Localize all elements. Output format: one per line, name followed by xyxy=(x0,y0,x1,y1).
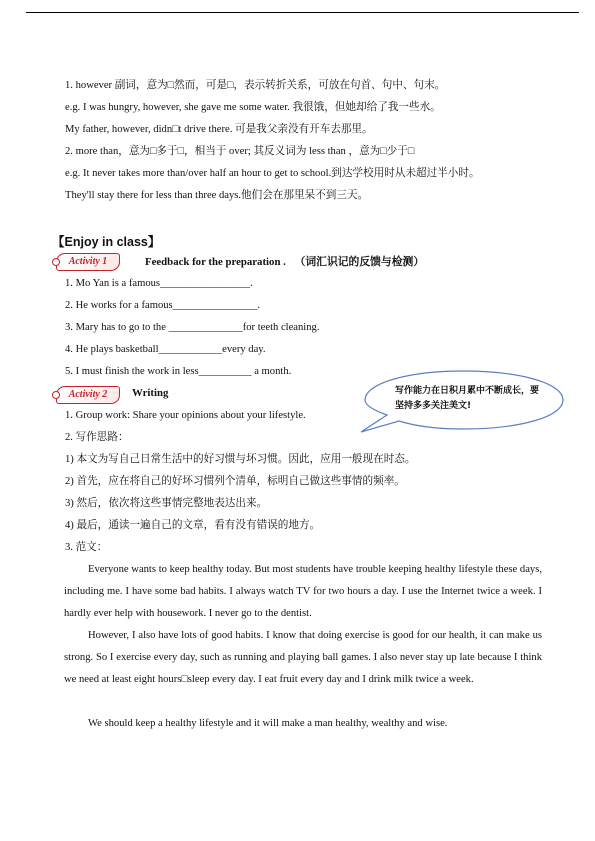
activity-1-badge: Activity 1 xyxy=(56,253,120,271)
tip-callout-text: 写作能力在日积月累中不断成长，要坚持多多关注美文! xyxy=(395,386,540,411)
model-essay-paragraph-1: Everyone wants to keep healthy today. But most students have trouble keeping healthy lifestyle these days, including me. I have some bad habits. I always watch TV for two hours a day. I use the Internet twice a week. I hardly ever help with housework. I never go to the dentist. xyxy=(64,564,542,619)
activity-2-title: Writing xyxy=(132,387,169,399)
grammar-line-2: e.g. I was hungry, however, she gave me some water. 我很饿，但她却给了我一些水。 xyxy=(65,102,441,113)
activity-1-item: 3. Mary has to go to the ______________for teeth cleaning. xyxy=(65,322,320,333)
activity-2-item: 1. Group work: Share your opinions about your lifestyle. xyxy=(65,410,306,421)
activity-1-title-en: Feedback for the preparation . xyxy=(145,256,286,268)
activity-1-item: 4. He plays basketball____________every day. xyxy=(65,344,266,355)
enjoy-in-class-heading: 【Enjoy in class】 xyxy=(52,235,161,249)
activity-2-item: 2. 写作思路： xyxy=(65,432,129,443)
activity-2-item: 1) 本文为写自己日常生活中的好习惯与坏习惯。因此，应用一般现在时态。 xyxy=(65,454,416,465)
tip-callout xyxy=(359,369,563,431)
header-rule xyxy=(26,12,579,13)
activity-2-item: 4) 最后，通读一遍自己的文章，看有没有错误的地方。 xyxy=(65,520,321,531)
grammar-line-3: My father, however, didn□t drive there. 可是我父亲没有开车去那里。 xyxy=(65,124,373,135)
activity-1-item: 1. Mo Yan is a famous_________________. xyxy=(65,278,253,289)
grammar-line-5: e.g. It never takes more than/over half an hour to get to school.到达学校用时从未超过半小时。 xyxy=(65,168,480,179)
activity-1-title-cn: （词汇识记的反馈与检测） xyxy=(294,256,425,268)
activity-1-title xyxy=(145,254,424,269)
model-essay-paragraph-2: However, I also have lots of good habits. I know that doing exercise is good for our health, it can make us strong. So I exercise every day, such as running and playing ball games. I also never stay up late because I think we need at least eight hours□sleep every day. I eat fruit every day and I drink milk twice a week. xyxy=(64,630,542,685)
grammar-line-4: 2. more than，意为□多于□，相当于 over; 其反义词为 less than ，意为□少于□ xyxy=(65,146,415,157)
activity-1-item: 2. He works for a famous________________. xyxy=(65,300,261,311)
grammar-line-6: They'll stay there for less than three days.他们会在那里呆不到三天。 xyxy=(65,190,369,201)
grammar-line-1: 1. however 副词，意为□然而，可是□，表示转折关系，可放在句首、句中、句末。 xyxy=(65,80,446,91)
activity-2-item: 3. 范文： xyxy=(65,542,108,553)
activity-2-item: 3) 然后，依次将这些事情完整地表达出来。 xyxy=(65,498,268,509)
activity-2-badge: Activity 2 xyxy=(56,386,120,404)
activity-2-item: 2) 首先，应在将自己的好坏习惯列个清单，标明自己做这些事情的频率。 xyxy=(65,476,405,487)
model-essay-paragraph-3: We should keep a healthy lifestyle and it will make a man healthy, wealthy and wise. xyxy=(88,718,448,729)
activity-1-item: 5. I must finish the work in less__________ a month. xyxy=(65,366,292,377)
